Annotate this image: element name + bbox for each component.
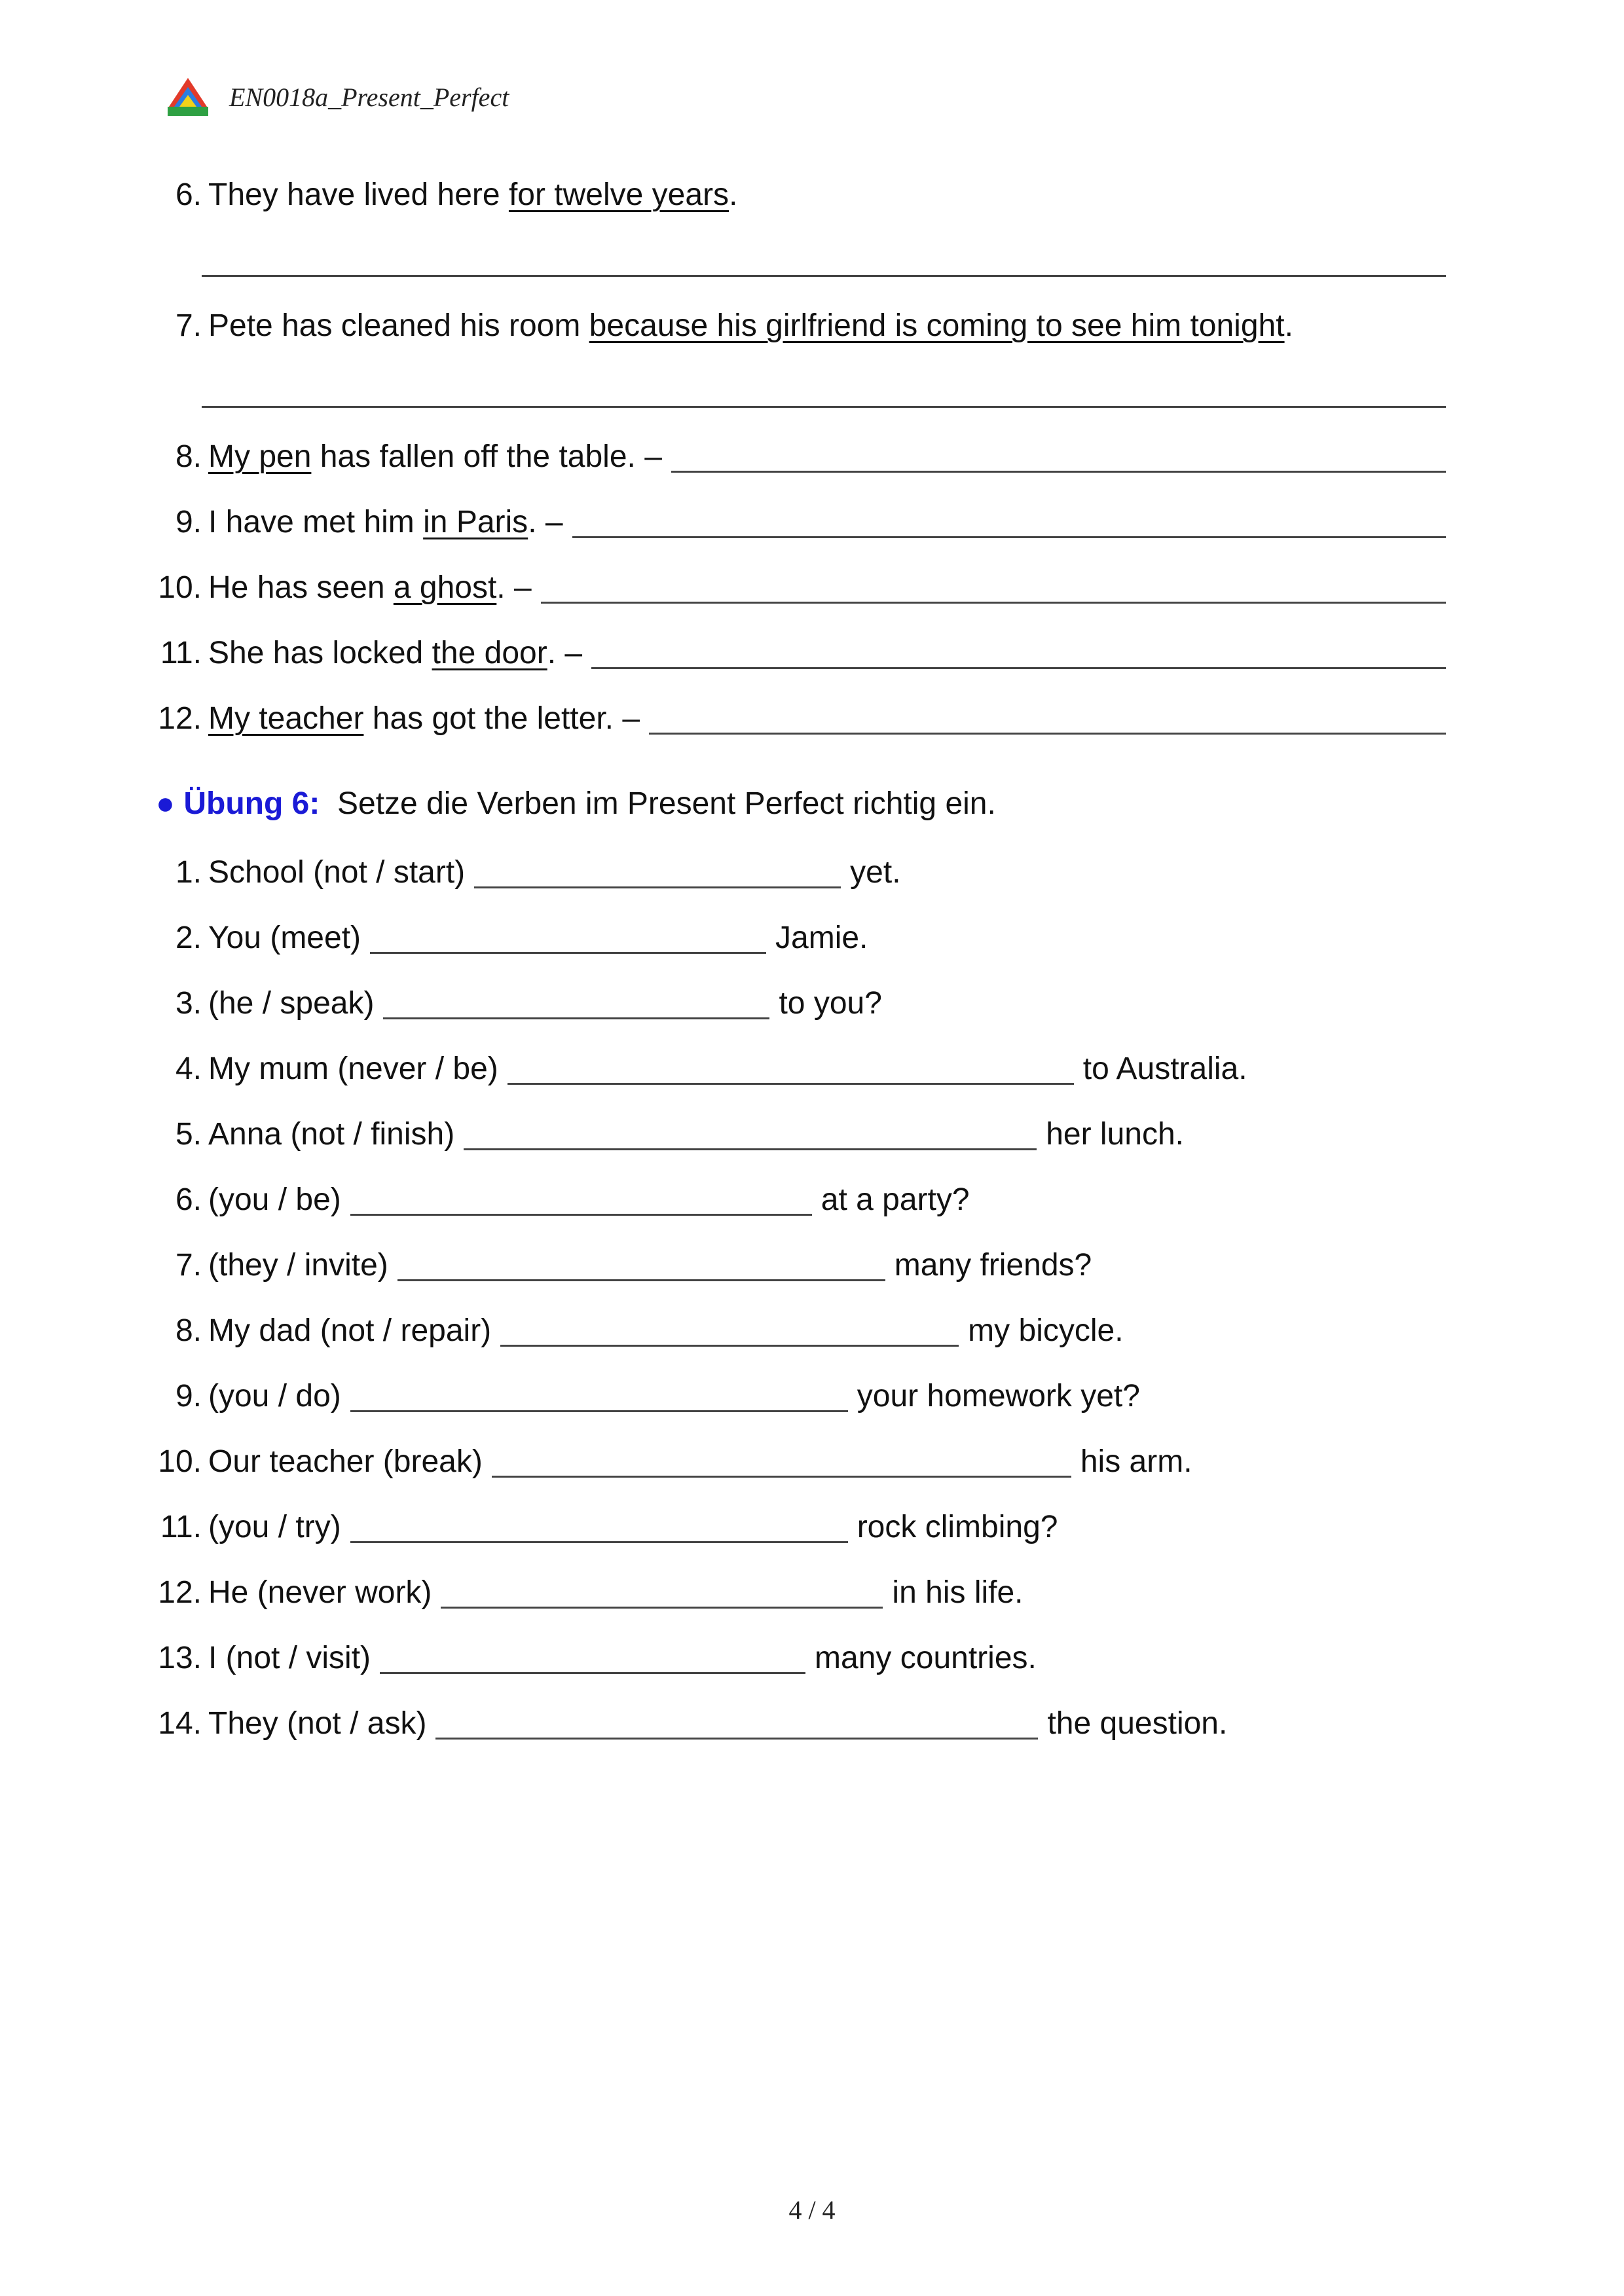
answer-blank[interactable] bbox=[507, 1057, 1074, 1085]
list-item: 2. You (meet) Jamie. bbox=[175, 920, 868, 955]
answer-blank[interactable] bbox=[474, 860, 841, 888]
list-item: 9. I have met him in Paris . – bbox=[143, 503, 1446, 542]
list-item: 5. Anna (not / finish) her lunch. bbox=[175, 1117, 1184, 1152]
list-item: 14. They (not / ask) the question. bbox=[158, 1706, 1228, 1741]
list-item: 3. (he / speak) to you? bbox=[175, 986, 882, 1021]
list-item: 11. She has locked the door . – bbox=[143, 634, 1446, 673]
answer-blank[interactable] bbox=[350, 1188, 812, 1216]
answer-blank[interactable] bbox=[464, 1122, 1037, 1150]
exercise-heading bbox=[156, 784, 996, 824]
page-number: 4 / 4 bbox=[788, 2195, 836, 2225]
logo-icon bbox=[165, 74, 211, 120]
list-item: 6. (you / be) at a party? bbox=[175, 1182, 970, 1217]
answer-blank[interactable] bbox=[572, 510, 1446, 538]
list-item: 7. Pete has cleaned his room because his girlfriend is coming to see him tonight . bbox=[175, 308, 1293, 343]
answer-blank[interactable] bbox=[350, 1515, 848, 1543]
list-item: 10. Our teacher (break) his arm. bbox=[158, 1444, 1192, 1479]
answer-blank[interactable] bbox=[591, 641, 1446, 669]
list-item: 1. School (not / start) yet. bbox=[175, 855, 901, 890]
answer-blank[interactable] bbox=[383, 991, 769, 1019]
list-item: 10. He has seen a ghost . – bbox=[143, 568, 1446, 608]
list-item: 8. My pen has fallen off the table. – bbox=[143, 437, 1446, 477]
answer-blank[interactable] bbox=[397, 1253, 885, 1281]
list-item: 9. (you / do) your homework yet? bbox=[175, 1379, 1140, 1413]
answer-blank[interactable] bbox=[350, 1384, 848, 1412]
answer-blank[interactable] bbox=[541, 575, 1446, 604]
answer-blank[interactable] bbox=[441, 1580, 883, 1609]
exercise-label: Übung 6: bbox=[183, 786, 320, 821]
answer-line[interactable] bbox=[202, 275, 1446, 277]
list-item: 4. My mum (never / be) to Australia. bbox=[175, 1051, 1247, 1086]
document-header bbox=[165, 71, 509, 123]
answer-blank[interactable] bbox=[380, 1646, 805, 1674]
list-item: 8. My dad (not / repair) my bicycle. bbox=[175, 1313, 1124, 1348]
answer-blank[interactable] bbox=[492, 1449, 1071, 1478]
answer-blank[interactable] bbox=[671, 445, 1446, 473]
answer-blank[interactable] bbox=[435, 1711, 1038, 1740]
bullet-icon: ● bbox=[156, 786, 175, 821]
list-item: 12. My teacher has got the letter. – bbox=[143, 699, 1446, 738]
list-item: 12. He (never work) in his life. bbox=[158, 1575, 1024, 1610]
answer-blank[interactable] bbox=[370, 926, 766, 954]
answer-blank[interactable] bbox=[649, 706, 1446, 735]
list-item: 11. (you / try) rock climbing? bbox=[160, 1510, 1058, 1544]
answer-blank[interactable] bbox=[500, 1319, 959, 1347]
list-item: 7. (they / invite) many friends? bbox=[175, 1248, 1092, 1283]
answer-line[interactable] bbox=[202, 406, 1446, 408]
list-item: 6. They have lived here for twelve years . bbox=[175, 177, 738, 212]
document-title: EN0018a_Present_Perfect bbox=[229, 82, 509, 112]
exercise-instruction: Setze die Verben im Present Perfect richtig ein. bbox=[328, 786, 996, 821]
list-item: 13. I (not / visit) many countries. bbox=[158, 1641, 1037, 1675]
